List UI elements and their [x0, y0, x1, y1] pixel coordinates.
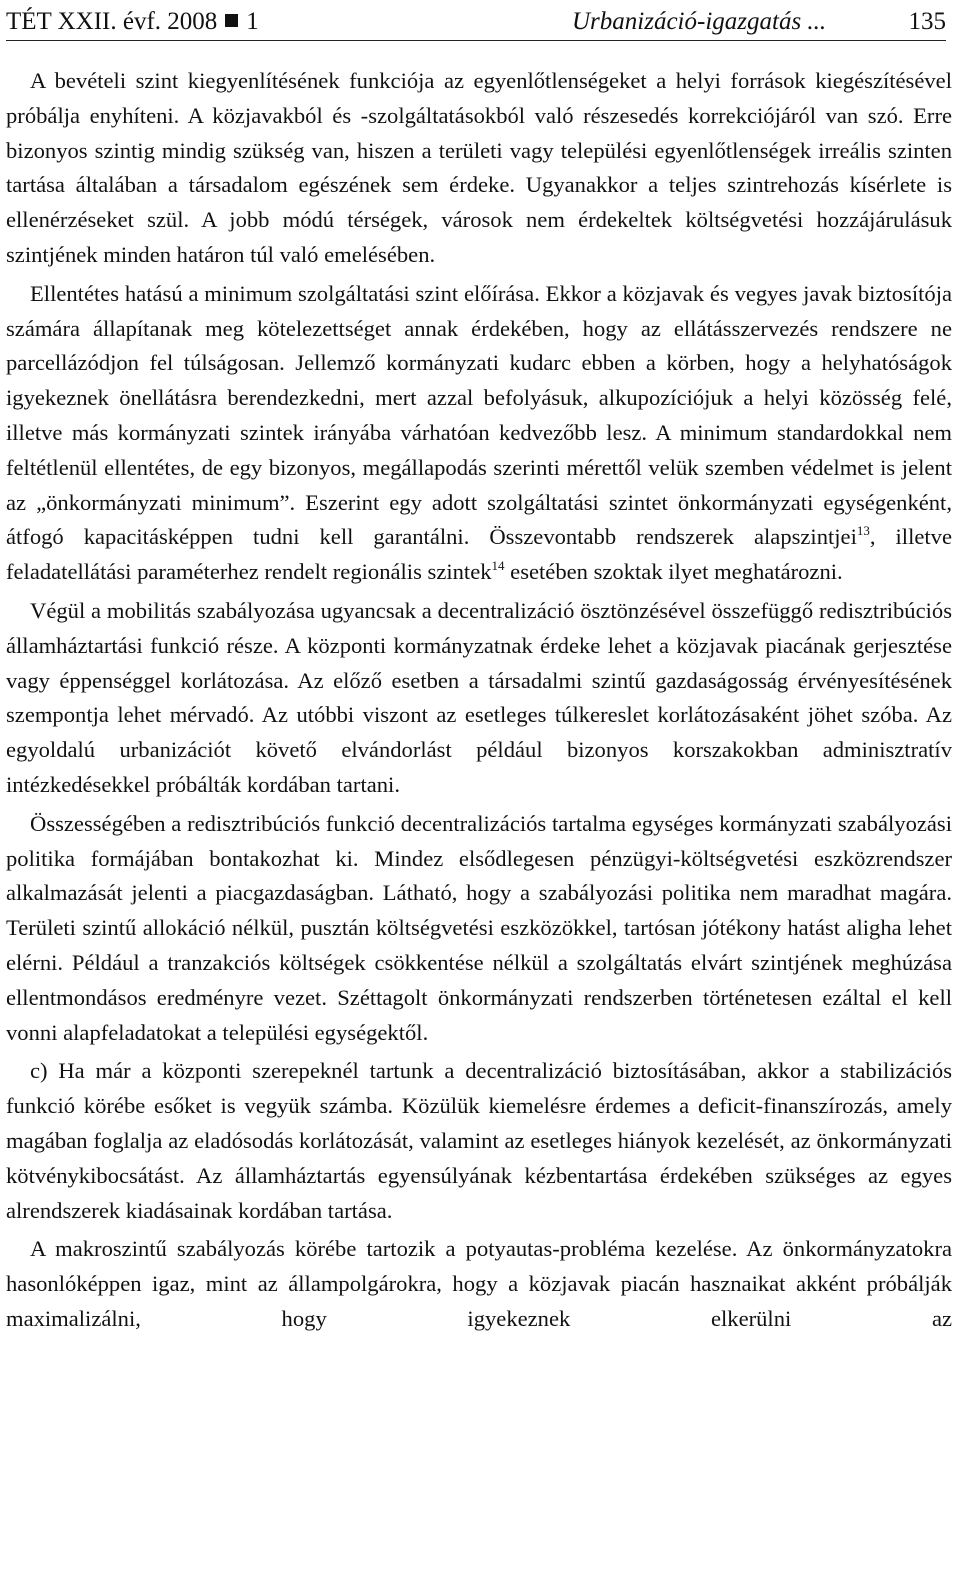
paragraph-4: Összességében a redisztribúciós funkció decentralizációs tartalma egységes kormányzati szabályozási politika formájában bontakozhat ki. Mindez elsődlegesen pénzügyi-költségvetési eszközrendszer alkalmazását jelenti a piacgazdaságban. Látható, hogy a szabályozási politika nem maradhat magára. Területi szintű allokáció nélkül, pusztán költségvetési eszközökkel, tartósan jótékony hatást aligha lehet elérni. Például a tranzakciós költségek csökkentése nélkül a szolgáltatás elvárt szintjének meghúzása ellentmondásos eredményre vezet. Széttagolt önkormányzati rendszerben történetesen ezáltal el kell vonni alapfeladatokat a települési egységektől. [6, 810, 952, 1045]
paragraph-2-text-a: Ellentétes hatású a minimum szolgáltatási szint előírása. Ekkor a közjavak és vegyes javak biztosítója számára állapítanak meg kötelezettséget annak érdekében, hogy az ellátásszervezés rendszere ne parcellázódjon fel túlságosan. Jellemző kormányzati kudarc ebben a körben, hogy a helyhatóságok igyekeznek önellátásra berendezkedni, mert azzal befolyásuk, alkupozíciójuk a helyi közösség felé, illetve más kormányzati szintek irányába várhatóan kedvezőbb lesz. A minimum standardokkal nem feltétlenül ellentétes, de egy bizonyos, megállapodás szerinti mérettől velük szemben védelmet is jelent az „önkormányzati minimum”. Eszerint egy adott szolgáltatási szintet önkormányzati egységenként, átfogó kapacitásképpen tudni kell garantálni. Összevontabb rendszerek alapszintjei [6, 280, 952, 550]
header-running-title: Urbanizáció-igazgatás ... [572, 8, 827, 35]
paragraph-2-text-b: , illetve feladatellátási paraméterhez rendelt regionális szintek [6, 524, 952, 585]
footnote-ref-14[interactable]: 14 [491, 558, 505, 574]
page-body [6, 64, 952, 1337]
paragraph-2 [6, 277, 952, 590]
header-issue: 1 [246, 8, 259, 35]
paragraph-6: A makroszintű szabályozás körébe tartozik a potyautas-probléma kezelése. Az önkormányzatokra hasonlóképpen igaz, mint az állampolgárokra, hogy a közjavak piacán hasznaikat akként próbálják maximalizálni, hogy igyekeznek elkerülni az [6, 1236, 952, 1331]
paragraph-2-text-c: esetében szoktak ilyet meghatározni. [504, 559, 843, 585]
paragraph-3: Végül a mobilitás szabályozása ugyancsak a decentralizáció ösztönzésével összefüggő redisztribúciós államháztartási funkció része. A központi kormányzatnak érdeke lehet a közjavak piacának gerjesztése vagy éppenséggel korlátozása. Az előző esetben a társadalmi szintű gazdaságosság érvényesítésének szempontja lehet mérvadó. Az utóbbi viszont az esetleges túlkereslet korlátozásaként jöhet szóba. Az egyoldalú urbanizációt követő elvándorlást például bizonyos korszakokban adminisztratív intézkedésekkel próbálták kordában tartani. [6, 597, 952, 797]
paragraph-5: c) Ha már a központi szerepeknél tartunk a decentralizáció biztosításában, akkor a stabilizációs funkció körébe esőket is vegyük számba. Közülük kiemelésre érdemes a deficit-finanszírozás, amely magában foglalja az eladósodás korlátozását, valamint az esetleges hiányok kezelését, az önkormányzati kötvénykibocsátást. Az államháztartás egyensúlyának kézbentartása érdekében szükséges az egyes alrendszerek kiadásainak kordában tartása. [6, 1058, 952, 1223]
header-page-number: 135 [908, 8, 946, 35]
running-header [6, 4, 946, 41]
header-journal [6, 4, 259, 40]
black-square-icon [225, 14, 238, 27]
header-journal-text: TÉT XXII. évf. 2008 [6, 8, 218, 35]
footnote-ref-13[interactable]: 13 [856, 523, 870, 539]
paragraph-1: A bevételi szint kiegyenlítésének funkciója az egyenlőtlenségeket a helyi források kiegészítésével próbálja enyhíteni. A közjavakból és -szolgáltatásokból való részesedés korrekciójáról van szó. Erre bizonyos szintig mindig szükség van, hiszen a területi vagy települési egyenlőtlenségek irreális szinten tartása általában a társadalom egészének sem érdeke. Ugyanakkor a teljes szintrehozás kísérlete is ellenérzéseket szül. A jobb módú térségek, városok nem érdekeltek költségvetési hozzájárulásuk szintjének minden határon túl való emelésében. [6, 68, 952, 267]
